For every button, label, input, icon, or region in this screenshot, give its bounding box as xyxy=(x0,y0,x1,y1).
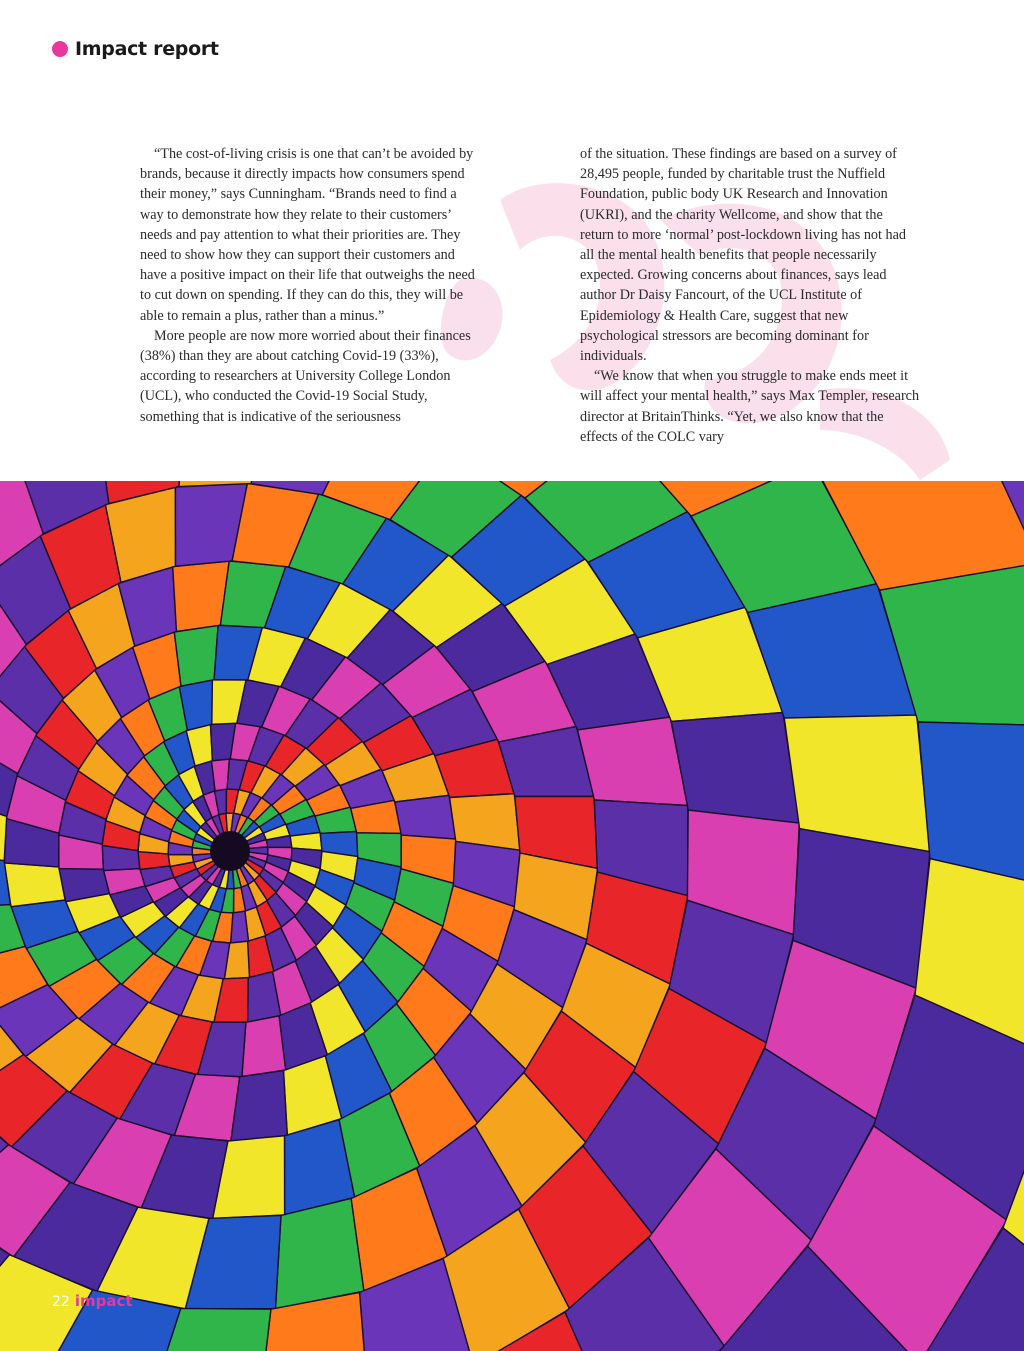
section-header xyxy=(52,38,219,60)
article-column-right xyxy=(580,144,920,447)
brand-logo: impact xyxy=(74,1292,133,1310)
section-title: Impact report xyxy=(75,38,219,60)
article-paragraph: “The cost-of-living crisis is one that can’t be avoided by brands, because it directly impacts how consumers spend their money,” says Cunningham. “Brands need to find a way to demonstrate how they relate to their customers’ needs and pay attention to what their priorities are. They need to show how they can support their customers and have a positive impact on their life that outweighs the need to cut down on spending. If they can do this, they will be able to remain a plus, rather than a minus.” xyxy=(140,146,475,324)
hot-air-balloon-photo xyxy=(0,481,1024,1351)
article-paragraph: of the situation. These findings are based on a survey of 28,495 people, funded by charitable trust the Nuffield Foundation, public body UK Research and Innovation (UKRI), and the charity Wellcome, and show that the return to more ‘normal’ post-lockdown living has not had all the mental health benefits that people necessarily expected. Growing concerns about finances, says lead author Dr Daisy Fancourt, of the UCL Institute of Epidemiology & Health Care, suggest that new psychological stressors are becoming dominant for individuals. xyxy=(580,146,906,365)
page-number: 22 xyxy=(52,1294,70,1310)
article-column-left xyxy=(140,144,480,427)
section-dot-icon xyxy=(52,41,68,57)
article-paragraph: “We know that when you struggle to make ends meet it will affect your mental health,” says Max Templer, research director at BritainThinks. “Yet, we also know that the effects of the COLC vary xyxy=(580,368,920,445)
article-paragraph: More people are now more worried about their finances (38%) than they are about catching Covid-19 (33%), according to researchers at University College London (UCL), who conducted the Covid-19 Social Study, something that is indicative of the seriousness xyxy=(140,327,471,425)
page-footer xyxy=(52,1292,133,1310)
